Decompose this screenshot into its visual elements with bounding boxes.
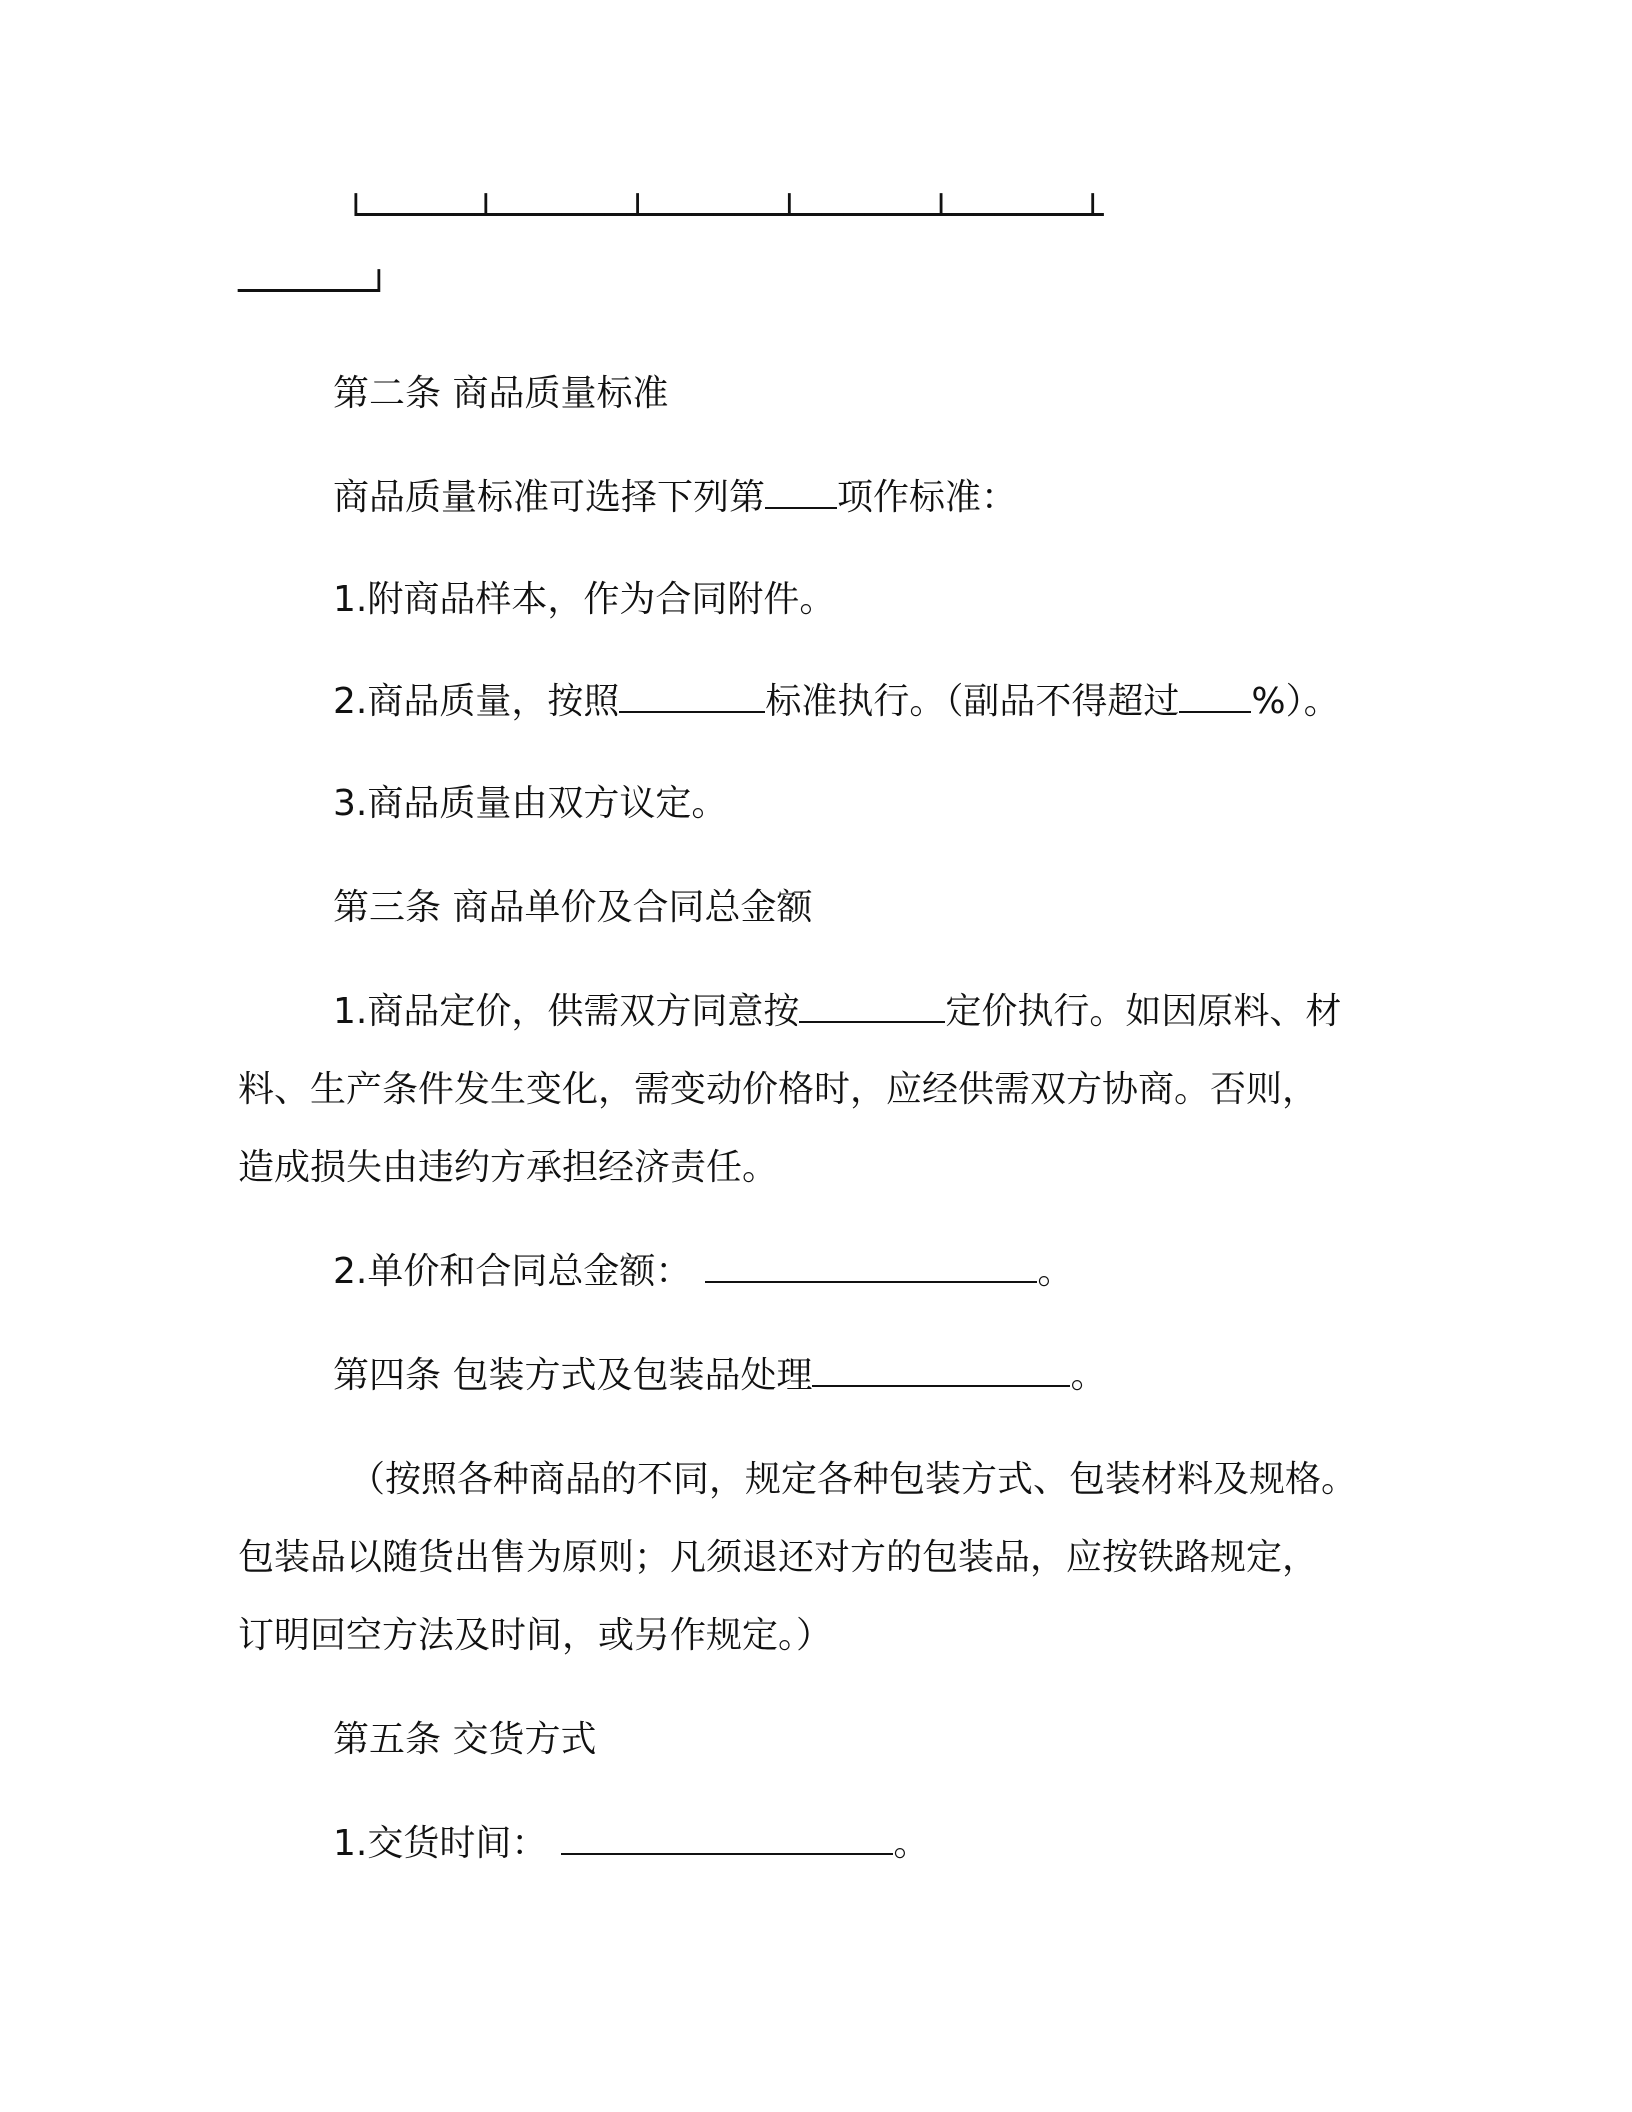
article2-item1: 1.附商品样本，作为合同附件。	[333, 579, 836, 620]
article2-item2	[0, 680, 1632, 724]
article2-item2-text-c: %）。	[1251, 681, 1340, 722]
article4-heading	[0, 1354, 1632, 1398]
total-amount-blank[interactable]	[705, 1251, 1037, 1283]
article3-item2-text-b: 。	[1037, 1251, 1074, 1292]
article3-item2-text-a: 2.单价和合同总金额：	[333, 1251, 692, 1292]
article4-heading-text: 第四条 包装方式及包装品处理	[333, 1355, 813, 1396]
article3-item1-text-a: 1.商品定价，供需双方同意按	[333, 991, 800, 1032]
delivery-time-blank[interactable]	[561, 1823, 893, 1855]
article2-intro-text-a: 商品质量标准可选择下列第	[333, 477, 766, 518]
standard-blank[interactable]	[619, 681, 765, 713]
article2-intro	[0, 476, 1632, 520]
pricing-blank[interactable]	[799, 991, 945, 1023]
article3-item2	[0, 1250, 1632, 1294]
article5-item1	[0, 1822, 1632, 1866]
packaging-blank[interactable]	[812, 1355, 1070, 1387]
article2-item2-text-b: 标准执行。（副品不得超过	[765, 681, 1180, 722]
article4-note-line2: 包装品以随货出售为原则；凡须退还对方的包装品，应按铁路规定，	[238, 1537, 1319, 1578]
article2-intro-text-b: 项作标准：	[837, 477, 1018, 518]
article3-item1-line2: 料、生产条件发生变化，需变动价格时，应经供需双方协商。否则，	[238, 1069, 1319, 1110]
article3-item1-text-b: 定价执行。如因原料、材	[945, 991, 1342, 1032]
table-bottom-border-row1: └─────┴──────┴──────┴──────┴──────┴	[345, 195, 1104, 236]
article3-heading: 第三条 商品单价及合同总金额	[333, 887, 813, 928]
table-bottom-border-row2: ──────┘	[238, 271, 390, 312]
article4-heading-end: 。	[1070, 1355, 1107, 1396]
item-number-blank[interactable]	[765, 477, 837, 509]
article4-note-line1: （按照各种商品的不同，规定各种包装方式、包装材料及规格。	[349, 1459, 1358, 1500]
article2-item2-text-a: 2.商品质量，按照	[333, 681, 620, 722]
article2-heading: 第二条 商品质量标准	[333, 373, 669, 414]
article2-item3: 3.商品质量由双方议定。	[333, 783, 728, 824]
article3-item1-line1	[0, 990, 1632, 1034]
percent-blank[interactable]	[1179, 681, 1251, 713]
article5-item1-text-a: 1.交货时间：	[333, 1823, 548, 1864]
article5-item1-text-b: 。	[893, 1823, 930, 1864]
article3-item1-line3: 造成损失由违约方承担经济责任。	[238, 1147, 779, 1188]
article5-heading: 第五条 交货方式	[333, 1719, 597, 1760]
article4-note-line3: 订明回空方法及时间，或另作规定。）	[238, 1615, 833, 1656]
